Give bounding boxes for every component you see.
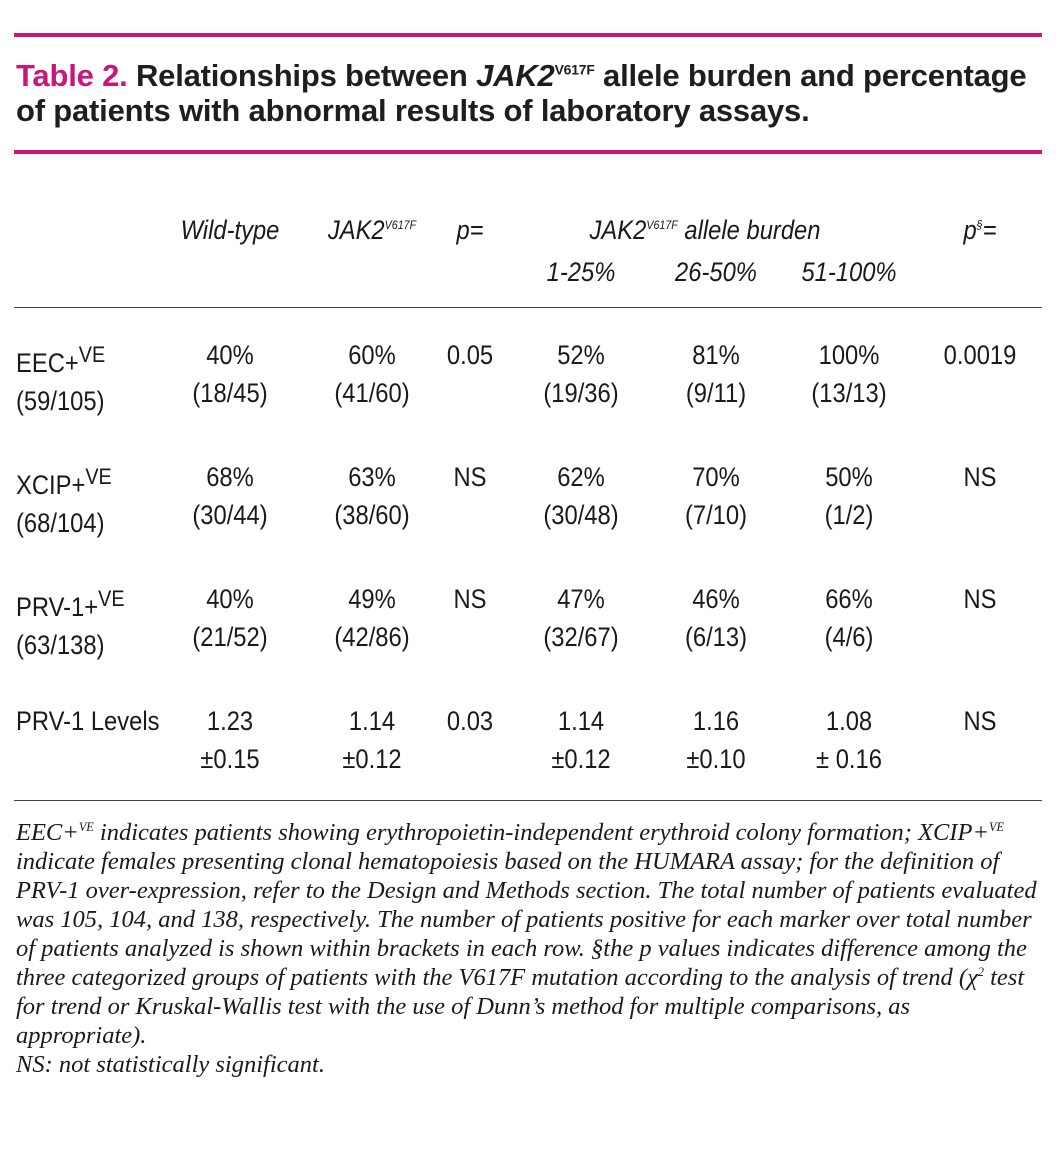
header-p: p= bbox=[456, 215, 484, 245]
row-label: PRV-1+$^{VE}$ (63/138) bbox=[16, 586, 125, 660]
table-cell: 40% (18/45) bbox=[192, 340, 268, 408]
table-cell: 66% (4/6) bbox=[824, 584, 874, 652]
title-text-after: allele burden and percentage of patients with abnormal results of laboratory assays. bbox=[16, 58, 1027, 128]
table-label: Table 2. bbox=[16, 58, 128, 93]
row-label: EEC+$^{VE}$ (59/105) bbox=[16, 342, 106, 416]
header-range-2: 26-50% bbox=[675, 257, 757, 287]
header-range-1: 1-25% bbox=[546, 257, 616, 287]
table-cell: 0.0019 bbox=[943, 340, 1017, 370]
table-cell: 1.14 ±0.12 bbox=[551, 706, 611, 774]
title-gene: JAK2 bbox=[476, 58, 555, 93]
table-cell: 68% (30/44) bbox=[192, 462, 268, 530]
row-label: PRV-1 Levels bbox=[16, 706, 160, 736]
table-cell: NS bbox=[453, 462, 487, 492]
table-cell: 1.23 ±0.15 bbox=[200, 706, 260, 774]
table-cell: 100% (13/13) bbox=[811, 340, 887, 408]
table-cell: 81% (9/11) bbox=[685, 340, 747, 408]
table-cell: 1.16 ±0.10 bbox=[686, 706, 746, 774]
table-cell: 0.05 bbox=[446, 340, 494, 370]
table-cell: 60% (41/60) bbox=[334, 340, 410, 408]
table-cell: 50% (1/2) bbox=[824, 462, 874, 530]
table-cell: 46% (6/13) bbox=[684, 584, 748, 652]
table-cell: 0.03 bbox=[446, 706, 494, 736]
table-cell: NS bbox=[453, 584, 487, 614]
footnote bbox=[16, 818, 1046, 1079]
table-cell: 52% (19/36) bbox=[543, 340, 619, 408]
header-jak2: $JAK2^{V617F}$ bbox=[327, 215, 417, 245]
table-cell: 49% (42/86) bbox=[334, 584, 410, 652]
table-title bbox=[16, 58, 1046, 128]
header-p-trend: p§= bbox=[963, 215, 997, 245]
table-cell: 62% (30/48) bbox=[543, 462, 619, 530]
title-mutation-sup: V617F bbox=[554, 61, 595, 78]
title-text-before: Relationships between bbox=[135, 58, 477, 93]
header-wild-type: Wild-type bbox=[180, 215, 280, 245]
footnote-divider bbox=[14, 800, 1042, 801]
header-allele-burden: $JAK2^{V617F}$ allele burden bbox=[589, 215, 821, 245]
table-cell: NS bbox=[963, 462, 997, 492]
header-divider bbox=[14, 307, 1042, 308]
footnote-body: EEC+$^{VE}$ indicates patients showing erythropoietin-independent erythroid colony formation; XCIP+$^{VE}$ indicate females presenting clonal hematopoiesis based on the HUMARA assay; for the definition of PRV-1 over-expression, refer to the Design and Methods section. The total number of patients evaluated was 105, 104, and 138, respectively. The number of patients positive for each marker over total number of patients analyzed is shown within brackets in each row. §the p values indicates difference among the three categorized groups of patients with the V617F mutation according to the analysis of trend ($\chi^2$ test for trend or Kruskal-Wallis test with the use of Dunn’s method for multiple comparisons, as appropriate). bbox=[16, 819, 1037, 1049]
table-cell: 47% (32/67) bbox=[543, 584, 619, 652]
table-cell: 63% (38/60) bbox=[334, 462, 410, 530]
table-cell: 1.14 ±0.12 bbox=[342, 706, 402, 774]
table-cell: 40% (21/52) bbox=[192, 584, 268, 652]
title-top-rule bbox=[14, 33, 1042, 37]
row-label: XCIP+$^{VE}$ (68/104) bbox=[16, 464, 112, 538]
footnote-ns: NS: not statistically significant. bbox=[16, 1051, 325, 1078]
title-bottom-rule bbox=[14, 150, 1042, 154]
table-cell: 70% (7/10) bbox=[684, 462, 748, 530]
table-cell: NS bbox=[963, 584, 997, 614]
table-cell: 1.08 ± 0.16 bbox=[816, 706, 882, 774]
header-range-3: 51-100% bbox=[801, 257, 897, 287]
table-cell: NS bbox=[963, 706, 997, 736]
